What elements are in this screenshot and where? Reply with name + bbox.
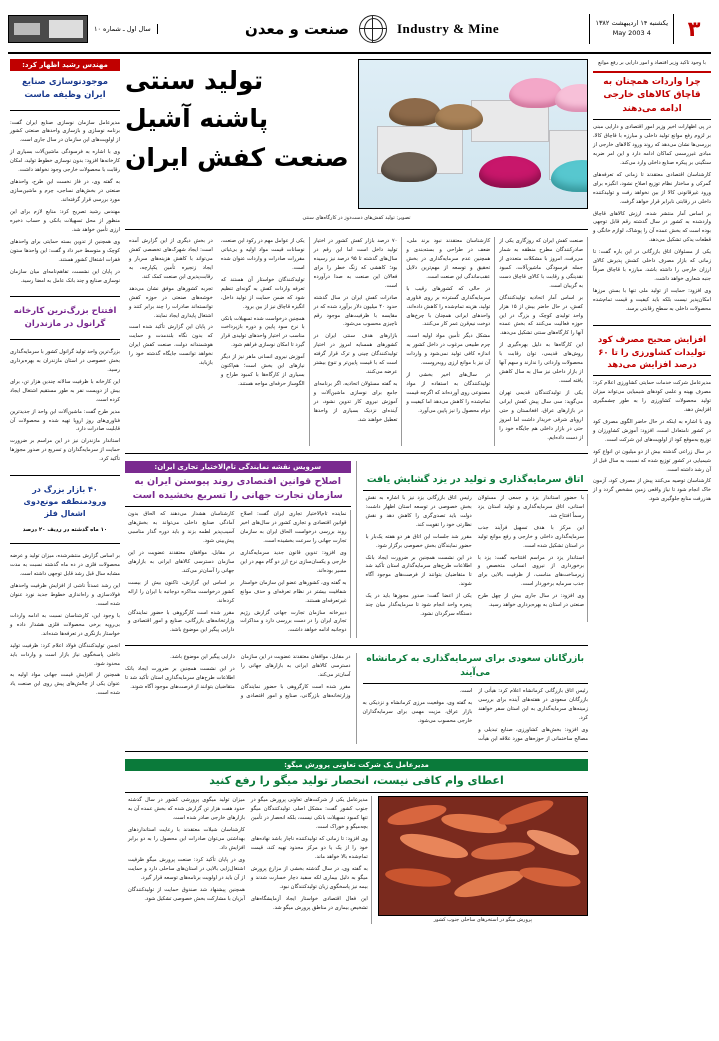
- qachaq-topnote: با وجود تاکید وزیر اقتصاد و امور دارایی بر رفع موانع: [598, 60, 706, 66]
- yazd-body: [363, 494, 589, 622]
- masthead: [8, 6, 711, 54]
- lead-col: [402, 237, 495, 446]
- paragraph: استاندار مازندران نیز در این مراسم بر ضرورت حمایت از سرمایه‌گذاران و تسریع در صدور مجوزها تأکید کرد.: [10, 438, 120, 463]
- granul-headline: افتتاح بزرگ‌ترین کارخانه گرانول در مازندران: [13, 306, 117, 330]
- paragraph: بر اساس گزارش منتشرشده، میزان تولید و عرضه محصولات فلزی در ده ماه گذشته نسبت به مدت مشابه سال قبل رشد قابل توجهی داشته است.: [10, 553, 120, 578]
- lower-filler: [125, 653, 357, 744]
- paragraph: همچنین از افزایش قیمت جهانی مواد اولیه به عنوان یکی از چالش‌های پیش روی این صنعت یاد شده است.: [10, 672, 120, 697]
- shrimp-body: [125, 796, 372, 924]
- yazd-col: [475, 494, 588, 622]
- paragraph: یکی از تولیدکنندگان قدیمی تهران می‌گوید: سی سال پیش کفش ایرانی در بازارهای عراق، افغانستان و حتی اروپای شرقی خریدار داشت اما امروز حتی در بازار داخلی هم جایگاه خود را از دست داده‌ایم.: [499, 390, 583, 441]
- left-badge: مهندس رشید اظهار کرد:: [10, 59, 120, 71]
- paragraph: مقرر شده است کارگروهی با حضور نمایندگان وزارتخانه‌های بازرگانی، صنایع و امور اقتصادی و دارایی پیگیر این موضوع باشد.: [128, 609, 235, 634]
- wto-col: [125, 510, 237, 638]
- issue-info: سال اول ـ شماره ۱۰: [88, 24, 158, 34]
- paragraph: در پایان این نشست، تفاهم‌نامه‌ای میان سازمان نوسازی صنایع و چند بانک عامل به امضا رسید.: [10, 268, 120, 284]
- lead-headline-line: پاشنه آشیل: [125, 104, 269, 134]
- wto-headline: اصلاح قوانین اقتصادی روند پیوستن ایران به سازمان تجارت جهانی را تسریع بخشیده است: [132, 475, 343, 501]
- paragraph: مهندس رشید تصریح کرد: منابع لازم برای این منظور از محل تسهیلات بانکی و حساب ذخیره ارزی تأمین خواهد شد.: [10, 208, 120, 233]
- shrimp-col: [248, 796, 372, 924]
- qachaq-headline: چرا واردات همچنان به قاچاق کالاهای خارجی ادامه می‌دهند: [603, 76, 701, 114]
- publication-date: [589, 14, 674, 44]
- paragraph: در سال‌های اخیر بخشی از تولیدکنندگان به استفاده از مواد مصنوعی روی آورده‌اند که اگرچه قیمت تمام‌شده را کاهش می‌دهد اما کیفیت و دوام محصول را نیز پایین می‌آورد.: [406, 372, 491, 414]
- mid-stories: [125, 461, 588, 639]
- wto-col: [237, 510, 350, 638]
- paragraph: وی با اشاره به اینکه در حال حاضر الگوی مصرف کود در کشور نامتعادل است، افزود: آموزش کشاورزان و توزیع به‌موقع کود از اولویت‌های این شرکت است.: [593, 418, 711, 443]
- paragraph: وی همچنین از تدوین بسته حمایتی برای واحدهای کوچک و متوسط خبر داد و گفت: این واحدها ستون فقرات اشتغال کشور هستند.: [10, 238, 120, 263]
- paragraph: به گفته وی، کشورهای عضو این سازمان خواستار شفافیت بیشتر در نظام تعرفه‌ای و حذف موانع غیرتعرفه‌ای هستند.: [240, 579, 347, 604]
- paragraph: این کارخانه با ظرفیت سالانه چندین هزار تن، برای بیش از دویست نفر به طور مستقیم اشتغال ایجاد کرده است.: [10, 378, 120, 403]
- article-qachaq: [593, 59, 711, 317]
- paragraph: در مقابل، موافقان معتقدند عضویت در این سازمان دسترسی کالاهای ایرانی به بازارهای جهانی را آسان‌تر می‌کند.: [128, 549, 235, 574]
- felez-headline: ۴۰ بازار بزرگ در ورودمنطقه مونع‌دوی اشغال فلز: [23, 485, 107, 519]
- paragraph: به گفته وی، در سال گذشته بخشی از مزارع پرورش میگو به دلیل بیماری لکه سفید دچار خسارت شدند و بیمه نیز پاسخگوی زیان تولیدکنندگان نبود.: [250, 866, 368, 890]
- paragraph: وی با اشاره به فرسودگی ماشین‌آلات بسیاری از کارخانه‌ها افزود: بدون نوسازی خطوط تولید، امکان رقابت با محصولات خارجی وجود نخواهد داشت.: [10, 149, 120, 174]
- kood-headline: افزایش صحیح مصرف کود تولیدات کشاورزی را تا ۶۰ درصد افزایش می‌دهد: [597, 334, 707, 371]
- date-en: 4 May 2003: [612, 29, 651, 37]
- paragraph: کارشناسان توصیه می‌کنند پیش از مصرف کود، آزمون خاک انجام شود تا نیاز واقعی زمین مشخص گردد و از هدررفت منابع جلوگیری شود.: [593, 478, 711, 503]
- paragraph: به گفته وی، موقعیت مرزی کرمانشاه و نزدیکی به بازار عراق، مزیت مهمی برای سرمایه‌گذاران خارجی محسوب می‌شود.: [362, 700, 473, 725]
- shoes-photo: [358, 59, 588, 209]
- shrimp-photo: [378, 796, 588, 916]
- paragraph: یکی از اعضا گفت: صدور مجوزها باید در یک پنجره واحد انجام شود تا سرمایه‌گذار میان چند دستگاه سرگردان نشود.: [365, 593, 472, 618]
- page-number: ۳: [687, 16, 701, 41]
- masthead-titles: [158, 15, 587, 43]
- newspaper-logo-icon: [8, 15, 88, 43]
- paragraph: این رشد عمدتاً ناشی از افزایش ظرفیت واحدهای فولادسازی و راه‌اندازی خطوط جدید نورد عنوان شده است.: [10, 583, 120, 607]
- shrimp-topnote: مدیرعامل یک شرکت تعاونی پرورش میگو:: [125, 759, 588, 771]
- paragraph: وی افزود: تا زمانی که تولیدکننده ناچار باشد نهاده‌های خود را از یک یا دو مرکز محدود تهیه کند، قیمت تمام‌شده بالا خواهد ماند.: [250, 836, 368, 861]
- paragraph: بر اساس آمار اتحادیه تولیدکنندگان کفش، در حال حاضر بیش از ۱۵ هزار واحد تولیدی کوچک و بزرگ در این حوزه فعالیت می‌کنند که بخش عمده آنها را کارگاه‌های سنتی تشکیل می‌دهد.: [499, 294, 583, 337]
- paragraph: کارشناسان شیلات معتقدند با رعایت استانداردهای بهداشتی می‌توان صادرات این محصول را به دو برابر افزایش داد.: [128, 827, 245, 852]
- paragraph: مدیر طرح گفت: ماشین‌آلات این واحد از جدیدترین فناوری‌های روز اروپا تهیه شده و محصولات آن قابلیت صادرات دارد.: [10, 408, 120, 433]
- paragraph: این کارگاه‌ها به دلیل بهره‌گیری از روش‌های قدیمی، توان رقابت با محصولات وارداتی را ندارند و سهم آنها از بازار داخلی نیز سال به سال کاهش یافته است.: [499, 342, 583, 385]
- paragraph: کارشناسان اقتصادی معتقدند تا زمانی که تعرفه‌های گمرکی و ساختار نظام توزیع اصلاح نشود، انگیزه برای ورود غیرقانونی کالا از بین نخواهد رفت و تولیدکننده داخلی در رقابتی نابرابر قرار خواهد گرفت.: [593, 171, 711, 205]
- paragraph: با حضور استاندار یزد و جمعی از مسئولان استانی، اتاق سرمایه‌گذاری و تولید استان یزد رسماً افتتاح شد.: [477, 494, 584, 519]
- lead-body: [125, 237, 588, 446]
- page-grid: [8, 59, 711, 1027]
- paragraph: وی در پایان تأکید کرد: صنعت پرورش میگو ظرفیت اشتغال‌زایی بالایی در استان‌های ساحلی دارد و حمایت از آن باید در اولویت برنامه‌های توسعه قرار گیرد.: [128, 857, 245, 881]
- paragraph: وی افزود: بخش‌های کشاورزی، صنایع تبدیلی و مصالح ساختمانی از حوزه‌های مورد علاقه این هیأت است.: [459, 688, 588, 742]
- paragraph: مشکل دیگر تأمین مواد اولیه است. چرم طبیعی مرغوب در داخل کشور به اندازه کافی تولید نمی‌شود و واردات آن نیز با موانع ارزی روبه‌روست.: [406, 333, 491, 367]
- article-bazarganan: [363, 653, 589, 744]
- paragraph: وی افزود: تدوین قانون جدید سرمایه‌گذاری خارجی و یکسان‌سازی نرخ ارز دو گام مهم در این مسیر بوده‌اند.: [240, 549, 347, 574]
- bazarganan-body: [363, 687, 589, 744]
- paragraph: بر اساس این گزارش، تاکنون بیش از بیست کشور درخواست مذاکره دوجانبه با ایران را ارائه کرده‌اند.: [128, 579, 235, 604]
- paragraph: تجربه کشورهای موفق نشان می‌دهد خوشه‌های صنعتی در حوزه کفش توانسته‌اند صادرات را چند برابر کنند و اشتغال پایداری ایجاد نمایند.: [129, 285, 213, 319]
- kood-body: [593, 379, 711, 504]
- paragraph: همچنین پیشنهاد شد صندوق حمایت از تولیدکنندگان آبزیان با مشارکت بخش خصوصی تشکیل شود.: [128, 886, 245, 902]
- lead-col: [125, 237, 217, 446]
- shrimp-headline: اعطای وام کافی نیست، انحصار تولید میگو را رفع کنید: [209, 773, 504, 787]
- felez-body: [10, 552, 120, 701]
- paragraph: این مرکز با هدف تسهیل فرآیند جذب سرمایه‌گذاری داخلی و خارجی و رفع موانع تولید در استان تشکیل شده است.: [477, 524, 584, 549]
- wto-topnote: سرویس نقشه نمایندگی تام‌الاختیار تجاری ایران:: [125, 461, 351, 473]
- felez-subhead: ۱۰ ماه گذشته در ردیف ۲۰ درصد: [22, 527, 108, 534]
- shrimp-photo-caption: پرورش میگو در استخرهای ساحلی جنوب کشور: [433, 917, 533, 924]
- article-wto: [125, 461, 357, 639]
- paragraph: در پایان این گزارش تأکید شده است که بدون نگاه بلندمدت و حمایت هوشمندانه دولت، صنعت کفش ایران نخواهد توانست جایگاه گذشته خود را بازیابد.: [129, 324, 213, 367]
- paragraph: کارشناسان معتقدند نبود برند ملی، ضعف در طراحی و بسته‌بندی و همچنین عدم سرمایه‌گذاری در بخش تحقیق و توسعه از مهم‌ترین دلایل عقب‌ماندگی این صنعت است.: [406, 238, 491, 280]
- shrimp-layout: [125, 796, 588, 924]
- paragraph: بزرگ‌ترین واحد تولید گرانول کشور با سرمایه‌گذاری بخش خصوصی در استان مازندران به بهره‌برداری رسید.: [10, 348, 120, 373]
- paragraph: صادرات کفش ایران در سال گذشته حدود ۴۰ میلیون دلار برآورد شده که در مقایسه با ظرفیت‌های موجود رقم ناچیزی محسوب می‌شود.: [313, 294, 398, 328]
- right-column: [593, 59, 711, 1027]
- qachaq-body: [593, 123, 711, 314]
- paragraph: مدیرعامل سازمان نوسازی صنایع ایران گفت: برنامه نوسازی و بازسازی واحدهای صنعتی کشور از اولویت‌های این سازمان در سال جاری است.: [10, 119, 120, 144]
- granul-body: [10, 348, 120, 467]
- paragraph: بازارهای هدف سنتی ایران در کشورهای همسایه امروز در اختیار تولیدکنندگان چینی و ترک قرار گرفته است که با قیمت پایین‌تر و تنوع بیشتر عرضه می‌کنند.: [313, 333, 398, 376]
- yazd-col: [363, 494, 475, 622]
- paragraph: بر اساس آمار منتشر شده، ارزش کالاهای قاچاق واردشده به کشور در سال گذشته رقم قابل توجهی بوده است که بخش عمده آن را پوشاک، لوازم خانگی و قطعات یدکی تشکیل می‌دهد.: [593, 210, 711, 244]
- paragraph: مقرر شد جلسات این اتاق هر دو هفته یک‌بار با حضور نمایندگان بخش خصوصی برگزار شود.: [365, 533, 472, 549]
- article-kood: [593, 334, 711, 507]
- paragraph: یکی از عوامل مهم در رکود این صنعت، نوسانات قیمت مواد اولیه و بی‌ثباتی مقررات صادرات و واردات عنوان شده است.: [220, 238, 305, 271]
- paragraph: آموزش نیروی انسانی ماهر نیز از دیگر نیازهای این بخش است؛ هم‌اکنون بسیاری از کارگاه‌ها با کمبود طراح و الگوساز حرفه‌ای مواجه هستند.: [220, 354, 305, 388]
- bazarganan-headline: بازرگانان سعودی برای سرمایه‌گذاری به کرمانشاه می‌آیند: [366, 654, 585, 678]
- masthead-title-fa: صنعت و معدن: [245, 20, 349, 38]
- paragraph: یکی از مسئولان اتاق بازرگانی در این باره گفت: تا زمانی که بازار مصرف داخلی کشش پذیرش کالای ارزان خارجی را داشته باشد، مبارزه با قاچاق صرفاً جنبه شعاری خواهد داشت.: [593, 249, 711, 283]
- paragraph: در سال زراعی گذشته بیش از دو میلیون تن انواع کود شیمیایی در کشور توزیع شده که نسبت به سال قبل از آن رشد داشته است.: [593, 448, 711, 473]
- paragraph: به گفته وی، در فاز نخست این طرح، واحدهای صنعتی در بخش‌های نساجی، چرم و ماشین‌سازی مورد بررسی قرار گرفته‌اند.: [10, 179, 120, 203]
- paragraph: استاندار یزد در مراسم افتتاحیه گفت: یزد با برخورداری از نیروی انسانی متخصص و زیرساخت‌های مناسب، از ظرفیت بالایی برای جذب سرمایه برخوردار است.: [477, 554, 584, 588]
- lead-headline-line: صنعت کفش ایران: [125, 142, 349, 172]
- shrimp-col: [125, 796, 248, 924]
- paragraph: در این نشست همچنین بر ضرورت ایجاد بانک اطلاعات طرح‌های سرمایه‌گذاری استان تأکید شد تا متقاضیان بتوانند از فرصت‌های موجود آگاه شوند.: [365, 554, 472, 588]
- lead-headline-line: تولید سنتی: [125, 66, 264, 95]
- paragraph: تولیدکنندگان خواستار آن هستند که تعرفه واردات کفش به گونه‌ای تنظیم شود که ضمن حمایت از تولید داخل، انگیزه قاچاق نیز از بین برود.: [220, 276, 305, 310]
- globe-icon: [359, 15, 387, 43]
- masthead-title-en: Industry & Mine: [397, 21, 500, 36]
- wto-body: [125, 510, 351, 638]
- paragraph: کارشناسان هشدار می‌دهند که الحاق بدون آمادگی صنایع داخلی می‌تواند به بخش‌های آسیب‌پذیر لطمه بزند و باید دوره گذار مناسبی پیش‌بینی شود.: [128, 511, 235, 544]
- paragraph: مقرر شده است کارگروهی با حضور نمایندگان وزارتخانه‌های بازرگانی، صنایع و امور اقتصادی و دارایی پیگیر این موضوع باشد.: [170, 654, 351, 700]
- nosazi-headline: موجودنوسازی صنایع ایران وظیفه ماست: [22, 77, 108, 100]
- lower-stories: [125, 653, 588, 744]
- yazd-headline: اتاق سرمایه‌گذاری و تولید در یزد گشایش یافت: [366, 473, 584, 485]
- paragraph: وی افزود: در سال جاری بیش از چهل طرح صنعتی در استان به بهره‌برداری خواهد رسید.: [477, 593, 584, 609]
- paragraph: همچنین درخواست شده تسهیلات بانکی با نرخ سود پایین و دوره بازپرداخت مناسب در اختیار واحدهای تولیدی قرار گیرد تا امکان نوسازی فراهم شود.: [220, 315, 305, 349]
- wto-continued: [125, 653, 351, 701]
- left-column: [10, 59, 120, 1027]
- paragraph: این فعال اقتصادی خواستار ایجاد آزمایشگاه‌های تشخیص بیماری در مناطق پرورش میگو شد.: [250, 895, 368, 911]
- lead-col: [217, 237, 310, 446]
- paragraph: در این نشست همچنین بر ضرورت ایجاد بانک اطلاعات طرح‌های سرمایه‌گذاری استان تأکید شد تا متقاضیان بتوانند از فرصت‌های موجود آگاه شوند.: [125, 666, 235, 691]
- paragraph: وی افزود: حمایت از تولید ملی تنها با بستن مرزها امکان‌پذیر نیست بلکه باید کیفیت و قیمت تمام‌شده محصولات داخلی به سطح رقابتی برسد.: [593, 288, 711, 312]
- paragraph: در پی اظهارات اخیر وزیر امور اقتصادی و دارایی مبنی بر لزوم رفع موانع تولید داخلی و مبارزه با قاچاق کالا، بررسی‌ها نشان می‌دهد که روند ورود کالاهای خارجی از مبادی غیررسمی کماکان ادامه دارد و این امر ضربه سنگینی بر پیکره صنایع داخلی وارد می‌کند.: [593, 124, 711, 166]
- paragraph: مدیرعامل شرکت خدمات حمایتی کشاورزی اعلام کرد: مصرف بهینه و علمی کودهای شیمیایی می‌تواند میزان تولید محصولات کشاورزی را به طور چشمگیری افزایش دهد.: [593, 380, 711, 413]
- shrimp-photo-wrap: [378, 796, 588, 924]
- paragraph: در مقابل، موافقان معتقدند عضویت در این سازمان دسترسی کالاهای ایرانی به بازارهای جهانی را آسان‌تر می‌کند.: [240, 654, 351, 679]
- paragraph: در حالی که کشورهای رقیب با سرمایه‌گذاری گسترده بر روی فناوری تولید، هزینه تمام‌شده را کاهش داده‌اند، واحدهای ایرانی همچنان با چرخ‌های دوخت نیم‌قرن عمر کار می‌کنند.: [406, 285, 491, 328]
- paragraph: به گفته مسئولان اتحادیه، اگر برنامه‌ای جامع برای نوسازی ماشین‌آلات و آموزش نیروی کار تدوین نشود، در آینده‌ای نزدیک بسیاری از واحدها تعطیل خواهند شد.: [313, 381, 398, 423]
- lead-col: [310, 237, 403, 446]
- paragraph: در بخش دیگری از این گزارش آمده است: ایجاد شهرک‌های تخصصی کفش می‌تواند با کاهش هزینه‌های سربار و ایجاد زنجیره تأمین یکپارچه، به رقابت‌پذیری این صنعت کمک کند.: [129, 238, 213, 280]
- paragraph: انجمن تولیدکنندگان فولاد اعلام کرد: ظرفیت تولید داخلی پاسخگوی نیاز بازار است و واردات باید محدود شود.: [10, 642, 120, 667]
- paragraph: ۷۰ درصد بازار کفش کشور در اختیار تولید داخل است اما این رقم در سال‌های گذشته تا ۹۵ درصد نیز رسیده بود؛ کاهشی که زنگ خطر را برای فعالان این صنعت به صدا درآورده است.: [313, 238, 398, 289]
- lead-col: [495, 237, 588, 446]
- paragraph: با وجود این، کارشناسان نسبت به ادامه واردات بی‌رویه برخی محصولات فلزی هشدار داده و خواستار بازنگری در تعرفه‌ها شده‌اند.: [10, 612, 120, 637]
- paragraph: میزان تولید میگوی پرورشی کشور در سال گذشته حدود هفت هزار تن گزارش شده که بخش عمده آن به بازارهای خارجی صادر شده است.: [128, 797, 245, 822]
- article-shrimp: [125, 759, 588, 925]
- nosazi-body: [10, 119, 120, 289]
- paragraph: دبیرخانه سازمان تجارت جهانی گزارش رژیم تجاری ایران را در دست بررسی دارد و مذاکرات دوجانبه ادامه خواهد داشت.: [240, 609, 347, 634]
- lead-headline: [125, 59, 353, 209]
- paragraph: رئیس اتاق بازرگانی کرمانشاه اعلام کرد: هیأتی از بازرگانان سعودی در هفته‌های آینده برای بررسی زمینه‌های سرمایه‌گذاری به این استان سفر خواهند کرد.: [478, 688, 588, 722]
- paragraph: رئیس اتاق بازرگانی یزد نیز با اشاره به نقش بخش خصوصی در توسعه استان اظهار داشت: دولت باید تصدی‌گری را کاهش دهد و نقش نظارتی خود را تقویت کند.: [365, 494, 472, 528]
- center-column: [125, 59, 588, 1027]
- lead-photo-caption: تصویر: تولید کفش‌های دست‌دوز در کارگاه‌های سنتی: [302, 215, 411, 221]
- paragraph: صنعت کفش ایران که روزگاری یکی از صادرکنندگان مطرح منطقه به شمار می‌رفت، امروز با مشکلات متعددی از جمله فرسودگی ماشین‌آلات، کمبود نقدینگی و رقابت با کالای قاچاق دست به گریبان است.: [499, 238, 583, 289]
- article-yazd: [363, 461, 589, 639]
- date-fa: یکشنبه ۱۴ اردیبهشت ۱۳۸۲: [595, 19, 668, 28]
- paragraph: مدیرعامل یکی از شرکت‌های تعاونی پرورش میگو در جنوب کشور گفت: مشکل اصلی تولیدکنندگان میگو تنها کمبود تسهیلات بانکی نیست، بلکه انحصار در تأمین بچه‌میگو و خوراک است.: [250, 797, 368, 831]
- paragraph: نماینده تام‌الاختیار تجاری ایران گفت: اصلاح قوانین اقتصادی و تجاری کشور در سال‌های اخیر روند بررسی درخواست الحاق ایران به سازمان تجارت جهانی را سرعت بخشیده است.: [240, 511, 347, 544]
- lead-story: [125, 59, 588, 209]
